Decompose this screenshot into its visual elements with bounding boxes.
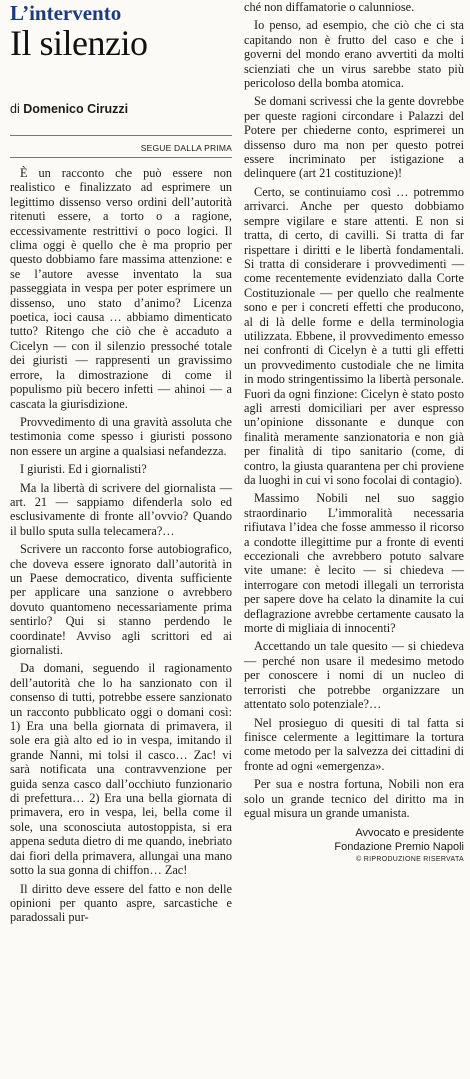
divider-bottom bbox=[10, 157, 232, 158]
paragraph: Nel prosieguo di quesiti di tal fatta si finisce celermente a legittimare la tortura come metodo per la salvezza dei cittadini di fronte ad ogni «emergenza». bbox=[244, 715, 464, 773]
kicker: L’intervento bbox=[10, 1, 122, 25]
paragraph: Scrivere un racconto forse autobiografico, che doveva essere ignorato dall’autorità in un Paese democratico, diventa sufficiente per applicare una sanzione o avrebbero dovuto quantomeno necessariamente prima sentirlo? Qui si stanno perdendo le coordinate! Avviso agli scrittori ed ai giornalisti. bbox=[10, 542, 232, 657]
paragraph: I giuristi. Ed i giornalisti? bbox=[20, 462, 147, 477]
segue-label: SEGUE DALLA PRIMA bbox=[140, 143, 232, 153]
author-signature bbox=[244, 826, 464, 854]
author-name: Domenico Ciruzzi bbox=[23, 102, 129, 116]
signature-line-2: Fondazione Premio Napoli bbox=[334, 841, 464, 854]
paragraph: Massimo Nobili nel suo saggio straordinario L’immoralità necessaria rifiutava l’idea che fosse ammesso il ricorso a condotte illegittime pur a fronte di eventi eccezionali che avrebbero potuto salvare vite umane: è lecito — si chiedeva — interrogare con metodi illegali un terrorista per sapere dove ha celato la dinamite la cui deflagrazione avrebbe certamente causato la morte di migliaia di innocenti? bbox=[244, 491, 464, 636]
right-body bbox=[244, 0, 464, 820]
paragraph: Il diritto deve essere del fatto e non delle opinioni per quanto aspre, sarcastiche e paradossali pur- bbox=[10, 881, 232, 925]
paragraph: È un racconto che può essere non realistico e finalizzato ad esprimere un legittimo dissenso verso ordini dell’autorità ritenuti essere, a torto o a ragione, eccessivamente restrittivi o poco logici. Il clima oggi è quello che è ma proprio per questo dobbiamo fare massima attenzione: e se l’autore avesse inventato la sua passeggiata in vespa per poter esprimere un dissenso, uno stato d’animo? Licenza poetica, ioci causa … abbiamo dimenticato tutto? Ritengo che ciò che è accaduto a Cicelyn — con il silenzio pressoché totale dei giuristi — rappresenti un gravissimo errore, la dimostrazione di come il populismo più becero infetti — ahinoi — a cascata la giurisdizione. bbox=[10, 166, 232, 411]
left-column bbox=[10, 0, 232, 929]
paragraph: Provvedimento di una gravità assoluta che testimonia come spesso i giuristi possono non essere un argine a qualsiasi nefandezza. bbox=[10, 414, 232, 458]
byline bbox=[10, 101, 232, 117]
paragraph: Se domani scrivessi che la gente dovrebbe per queste ragioni circondare i Palazzi del Potere per chiederne conto, esprimerei un dissenso duro ma non per questo potrei essere incriminato per istigazione a delinquere (art 21 costituzione)! bbox=[244, 94, 464, 181]
paragraph: Ma la libertà di scrivere del giornalista — art. 21 — sappiamo difenderla solo ed esclusivamente di fronte all’ovvio? Quando il bullo sputa sulla telecamera?… bbox=[10, 480, 232, 538]
divider-top bbox=[10, 135, 232, 136]
paragraph: Certo, se continuiamo così … potremmo arrivarci. Anche per questo dobbiamo sempre vigilare e stare attenti. E non si tratta, di certo, di cavilli. Si tratta di far rispettare i diritti e le libertà fondamentali. Si tratta di considerare i provvedimenti — come recentemente evidenziato dalla Corte Costituzionale — per quello che realmente sono e per i concreti effetti che producono, al di là delle forme e della terminologia utilizzata. Ebbene, il provvedimento emesso nei confronti di Cicelyn è a tutti gli effetti un provvedimento custodiale che ne limita in modo stringentissimo la libertà personale. Fuori da ogni finzione: Cicelyn è stato posto agli arresti domiciliari per aver espresso un’opinione dissonante e dunque con finalità meramente sanzionatoria e non già per finalità di tipo sanitario (come, di contro, la giusta quarantena per chi proviene da luoghi in cui vi sono focolai di contagio). bbox=[244, 184, 464, 487]
left-body bbox=[10, 166, 232, 925]
right-column bbox=[244, 0, 464, 863]
paragraph: Accettando un tale quesito — si chiedeva — perché non usare il medesimo metodo per conoscere i nomi di un nucleo di terroristi che potrebbe organizzare un attentato solo potenziale?… bbox=[244, 639, 464, 712]
article-title: Il silenzio bbox=[10, 23, 148, 63]
copyright-notice: © RIPRODUZIONE RISERVATA bbox=[356, 856, 464, 864]
signature-line-1: Avvocato e presidente bbox=[355, 827, 464, 840]
paragraph: Per sua e nostra fortuna, Nobili non era solo un grande tecnico del diritto ma in egual misura un grande umanista. bbox=[244, 777, 464, 820]
paragraph: Io penso, ad esempio, che ciò che ci sta capitando non è frutto del caso e che i governi del mondo erano avvertiti da molti scienziati che un virus sarebbe stato più pericoloso della bomba atomica. bbox=[244, 18, 464, 91]
byline-prefix: di bbox=[10, 102, 24, 116]
paragraph: ché non diffamatorie o calunniose. bbox=[244, 0, 415, 14]
paragraph: Da domani, seguendo il ragionamento dell’autorità che lo ha sanzionato con il consenso di tutti, potrebbe essere sanzionato un racconto pubblicato oggi o domani così: 1) Era una bella giornata di primavera, il sole era già alto ed io in vespa, imitando il grande Nanni, mi tolsi il casco… Zac! vi sarà notificata una contravvenzione per guida senza casco dall’occhiuto funzionario di prefettura… 2) Era una bella giornata di primavera, ero in vespa, lei, bella come il sole, una sconosciuta autostoppista, si era appena seduta dietro di me quando, inebriato dai fiori della primavera, allungai una mano sotto la sua gonna di chiffon… Zac! bbox=[10, 661, 232, 878]
